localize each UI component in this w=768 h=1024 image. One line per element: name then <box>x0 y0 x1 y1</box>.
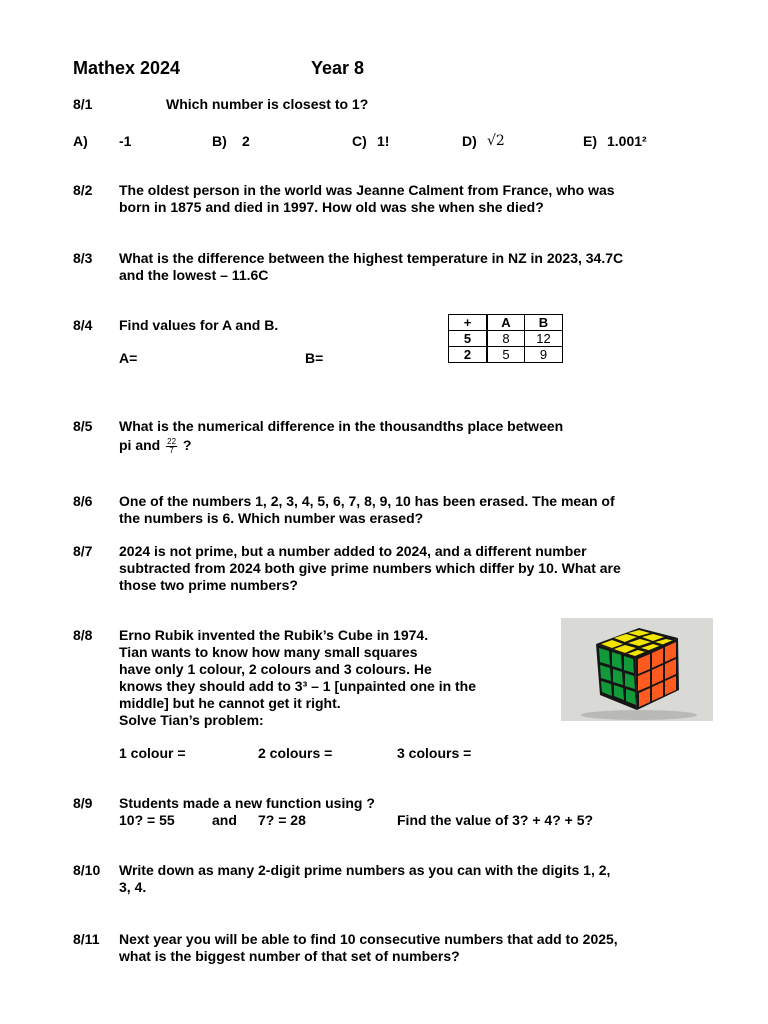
table-cell: 8 <box>487 331 525 347</box>
text-line: Solve Tian’s problem: <box>119 712 264 728</box>
table-row <box>449 315 563 331</box>
answer-b-label: B= <box>305 350 324 366</box>
addition-table <box>448 314 563 363</box>
text-line: and the lowest – 11.6C <box>119 267 269 283</box>
table-cell: 5 <box>487 347 525 363</box>
question-text <box>119 862 610 896</box>
rubiks-cube-image <box>561 618 713 721</box>
question-number: 8/9 <box>73 795 93 811</box>
table-row <box>449 347 563 363</box>
table-cell: 9 <box>525 347 563 363</box>
question-text <box>119 182 615 216</box>
question-number: 8/10 <box>73 862 101 878</box>
question-prompt: Find the value of 3? + 4? + 5? <box>397 812 594 828</box>
question-text <box>119 250 623 284</box>
text-line: knows they should add to 3³ – 1 [unpainted one in the <box>119 678 477 694</box>
answer-1-colour: 1 colour = <box>119 745 186 761</box>
year-label: Year 8 <box>311 58 365 78</box>
text-line: subtracted from 2024 both give prime numbers which differ by 10. What are <box>119 560 621 576</box>
text-line: middle] but he cannot get it right. <box>119 695 341 711</box>
text-line: have only 1 colour, 2 colours and 3 colours. He <box>119 661 432 677</box>
text-line: Next year you will be able to find 10 consecutive numbers that add to 2025, <box>119 931 618 947</box>
text-line <box>119 437 563 455</box>
table-cell: A <box>487 315 525 331</box>
table-cell: 2 <box>449 347 488 363</box>
option-value: 1.001² <box>607 133 647 149</box>
answer-a-label: A= <box>119 350 138 366</box>
table-cell: 5 <box>449 331 488 347</box>
option-value: -1 <box>119 133 132 149</box>
fraction-numerator: 22 <box>167 436 177 446</box>
table-row <box>449 331 563 347</box>
text-line: born in 1875 and died in 1997. How old was she when she died? <box>119 199 544 215</box>
text-line: 3, 4. <box>119 879 147 895</box>
answer-2-colours: 2 colours = <box>258 745 333 761</box>
question-number: 8/5 <box>73 418 93 434</box>
question-text <box>119 931 618 965</box>
example-2: 7? = 28 <box>258 812 306 828</box>
option-value: 2 <box>242 133 250 149</box>
text-fragment: pi and <box>119 437 161 453</box>
question-number: 8/2 <box>73 182 93 198</box>
text-line: Tian wants to know how many small squares <box>119 644 418 660</box>
option-label: A) <box>73 133 88 149</box>
text-line: those two prime numbers? <box>119 577 298 593</box>
option-value: √2 <box>487 133 505 149</box>
question-text <box>119 627 476 729</box>
question-number: 8/11 <box>73 931 100 947</box>
question-text <box>119 493 615 527</box>
question-text <box>119 418 563 455</box>
option-label: C) <box>352 133 367 149</box>
connector-text: and <box>212 812 237 828</box>
table-cell: B <box>525 315 563 331</box>
page-title: Mathex 2024 <box>73 58 181 78</box>
option-value: 1! <box>377 133 390 149</box>
cube-shadow <box>581 710 697 720</box>
text-fragment: ? <box>182 437 192 453</box>
question-number: 8/6 <box>73 493 93 509</box>
question-number: 8/3 <box>73 250 93 266</box>
answer-3-colours: 3 colours = <box>397 745 472 761</box>
fraction-denominator: 7 <box>169 445 174 455</box>
question-text: Which number is closest to 1? <box>166 96 369 112</box>
text-line: The oldest person in the world was Jeanne Calment from France, who was <box>119 182 615 198</box>
question-number: 8/4 <box>73 317 93 333</box>
question-text: Students made a new function using ? <box>119 795 375 811</box>
text-line: One of the numbers 1, 2, 3, 4, 5, 6, 7, 8, 9, 10 has been erased. The mean of <box>119 493 615 509</box>
text-line: the numbers is 6. Which number was erased? <box>119 510 424 526</box>
example-1: 10? = 55 <box>119 812 175 828</box>
option-label: D) <box>462 133 477 149</box>
text-line: What is the difference between the highest temperature in NZ in 2023, 34.7C <box>119 250 624 266</box>
question-text: Find values for A and B. <box>119 317 279 333</box>
text-line: What is the numerical difference in the thousandths place between <box>119 418 564 434</box>
text-line: Erno Rubik invented the Rubik’s Cube in 1974. <box>119 627 429 643</box>
text-line: 2024 is not prime, but a number added to 2024, and a different number <box>119 543 587 559</box>
question-text <box>119 543 621 594</box>
table-cell: + <box>449 315 488 331</box>
text-line: what is the biggest number of that set of numbers? <box>119 948 460 964</box>
table-cell: 12 <box>525 331 563 347</box>
option-label: E) <box>583 133 597 149</box>
question-number: 8/1 <box>73 96 93 112</box>
question-number: 8/7 <box>73 543 93 559</box>
question-number: 8/8 <box>73 627 93 643</box>
option-label: B) <box>212 133 227 149</box>
fraction <box>166 438 177 455</box>
text-line: Write down as many 2-digit prime numbers as you can with the digits 1, 2, <box>119 862 611 878</box>
